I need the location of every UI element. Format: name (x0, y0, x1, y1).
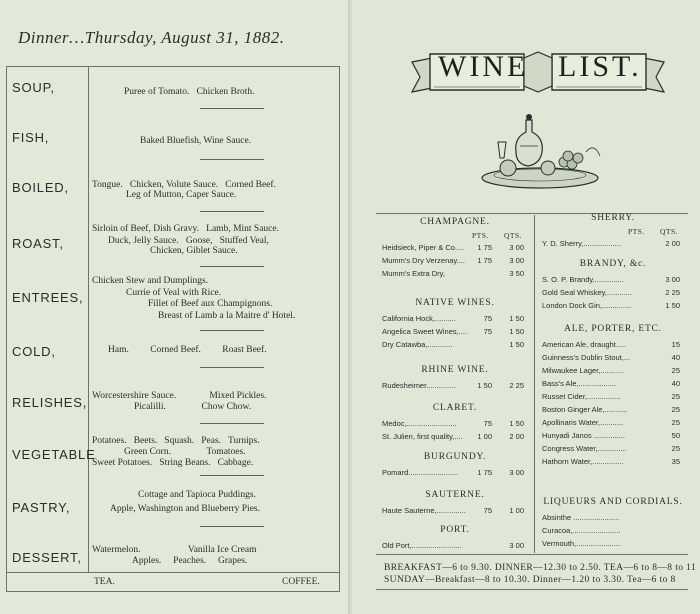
wine-item-quart-price: 3 50 (509, 269, 524, 278)
wine-item-quart-price: 2 25 (665, 288, 680, 297)
wine-item-pint-price: 75 (483, 506, 492, 515)
wine-item-name: Heidsieck, Piper & Co.... (382, 243, 464, 252)
dish-line: Sweet Potatoes. String Beans. Cabbage. (92, 458, 254, 468)
wine-item-pint-price: 75 (483, 419, 492, 428)
wine-item-name: Mumm's Extra Dry, (382, 269, 445, 278)
wine-section-heading: SHERRY. (591, 213, 635, 223)
dish-line: Ham. Corned Beef. Roast Beef. (108, 345, 267, 355)
wine-section-heading: ALE, PORTER, ETC. (564, 324, 662, 334)
course-label: COLD, (12, 344, 56, 359)
dish-line: Breast of Lamb a la Maitre d' Hotel. (158, 311, 296, 321)
dish-line: Apple, Washington and Blueberry Pies. (110, 504, 260, 514)
wine-item-name: Rudesheimer.............. (382, 381, 456, 390)
wine-item-quart-price: 2 00 (665, 239, 680, 248)
wine-item-name: Hunyadi Janos ............... (542, 431, 625, 440)
wine-item-name: California Hock,.......... (382, 314, 456, 323)
wine-item-quart-price: 2 25 (509, 381, 524, 390)
wine-item-quart-price: 1 50 (509, 327, 524, 336)
wine-item-name: American Ale, draught..... (542, 340, 627, 349)
dish-line: Picalilli. Chow Chow. (134, 402, 252, 412)
dish-line: Watermelon. Vanilla Ice Cream (92, 545, 257, 555)
wine-section-heading: BRANDY, &c. (579, 259, 647, 269)
wine-section-heading: LIQUEURS AND CORDIALS. (543, 497, 683, 507)
wine-item-pint-price: 1 75 (477, 256, 492, 265)
wine-item-pint-price: 1 00 (477, 432, 492, 441)
coffee-label: COFFEE. (282, 577, 320, 587)
wine-item-quart-price: 3 00 (509, 468, 524, 477)
wine-item-name: Pomard........................ (382, 468, 459, 477)
course-label: DESSERT, (12, 550, 82, 565)
course-separator (200, 159, 264, 160)
wine-section-heading: SAUTERNE. (425, 490, 485, 500)
wine-section-heading: BURGUNDY. (423, 452, 487, 462)
qts-column-header: QTS. (504, 231, 523, 240)
course-separator (200, 367, 264, 368)
wine-item-quart-price: 2 00 (509, 432, 524, 441)
dish-line: Puree of Tomato. Chicken Broth. (124, 87, 255, 97)
wine-item-quart-price: 25 (671, 444, 680, 453)
dish-line: Cottage and Tapioca Puddings. (138, 490, 256, 500)
course-label: VEGETABLE (12, 447, 96, 462)
wine-item-quart-price: 25 (671, 405, 680, 414)
wine-item-quart-price: 1 50 (509, 419, 524, 428)
dish-line: Fillet of Beef aux Champignons. (148, 299, 273, 309)
wine-item-quart-price: 3 00 (509, 243, 524, 252)
wine-item-pint-price: 75 (483, 314, 492, 323)
wine-item-name: Y. D. Sherry,.................. (542, 239, 621, 248)
hours-sunday: SUNDAY—Breakfast—8 to 10.30. Dinner—1.20 to 3.30. Tea—6 to 8 (384, 575, 676, 585)
wine-section-heading: CHAMPAGNE. (420, 217, 490, 227)
wine-item-quart-price: 1 50 (509, 340, 524, 349)
course-label: RELISHES, (12, 395, 88, 410)
qts-column-header: QTS. (660, 227, 679, 236)
course-label: ENTREES, (12, 290, 84, 305)
wine-section-heading: PORT. (440, 525, 470, 535)
wine-item-name: Boston Ginger Ale,........... (542, 405, 628, 414)
wine-item-name: Old Port,........................ (382, 541, 462, 550)
wine-item-name: Vermouth,..................... (542, 539, 620, 548)
wine-item-name: Haute Sauterne,.............. (382, 506, 466, 515)
wine-item-quart-price: 35 (671, 457, 680, 466)
dish-line: Green Corn. Tomatoes. (124, 447, 246, 457)
course-label: ROAST, (12, 236, 64, 251)
wine-item-name: London Dock Gin,.............. (542, 301, 632, 310)
wine-item-pint-price: 75 (483, 327, 492, 336)
dish-line: Apples. Peaches. Grapes. (132, 556, 248, 566)
wine-title-right: LIST. (558, 50, 642, 83)
dish-line: Tongue. Chicken, Volute Sauce. Corned Beef. (92, 180, 276, 190)
wine-item-quart-price: 25 (671, 366, 680, 375)
wine-item-name: Absinthe ...................... (542, 513, 620, 522)
dish-line: Currie of Veal with Rice. (126, 288, 222, 298)
wine-item-name: Hathorn Water,............... (542, 457, 624, 466)
wine-item-quart-price: 3 00 (509, 541, 524, 550)
wine-item-name: Russet Cider,................ (542, 392, 621, 401)
wine-section-heading: RHINE WINE. (421, 365, 489, 375)
wine-bottom-rule (376, 554, 688, 555)
course-separator (200, 211, 264, 212)
wine-section-heading: CLARET. (432, 403, 478, 413)
wine-item-quart-price: 1 00 (509, 506, 524, 515)
wine-item-name: Bass's Ale,.................. (542, 379, 616, 388)
course-separator (200, 526, 264, 527)
wine-item-quart-price: 25 (671, 392, 680, 401)
course-separator (200, 330, 264, 331)
wine-item-quart-price: 1 50 (665, 301, 680, 310)
dinner-title: Dinner…Thursday, August 31, 1882. (18, 28, 285, 47)
course-label: SOUP, (12, 80, 55, 95)
course-label: PASTRY, (12, 500, 71, 515)
wine-item-name: Mumm's Dry Verzenay.... (382, 256, 465, 265)
wine-item-quart-price: 15 (671, 340, 680, 349)
wine-item-quart-price: 3 00 (665, 275, 680, 284)
wine-item-name: Milwaukee Lager,........... (542, 366, 624, 375)
course-separator (200, 266, 264, 267)
menu-divider (88, 66, 89, 572)
wine-column-divider (534, 215, 535, 553)
course-label: BOILED, (12, 180, 69, 195)
wine-item-name: Curacoa,....................... (542, 526, 621, 535)
hours-bottom-rule (376, 589, 688, 590)
wine-title-left: WINE (438, 50, 529, 83)
wine-item-name: Apollinaris Water,........... (542, 418, 623, 427)
course-separator (200, 108, 264, 109)
dish-line: Leg of Mutton, Caper Sauce. (126, 190, 237, 200)
dish-line: Chicken Stew and Dumplings. (92, 276, 209, 286)
wine-item-quart-price: 1 50 (509, 314, 524, 323)
pts-column-header: PTS. (472, 231, 489, 240)
wine-item-name: Gold Seal Whiskey,............ (542, 288, 632, 297)
hours-weekday: BREAKFAST—6 to 9.30. DINNER—12.30 to 2.50. TEA—6 to 8—8 to 11 (384, 563, 697, 573)
dish-line: Chicken, Giblet Sauce. (150, 246, 238, 256)
wine-item-quart-price: 40 (671, 379, 680, 388)
wine-item-pint-price: 1 50 (477, 381, 492, 390)
wine-item-pint-price: 1 75 (477, 468, 492, 477)
dish-line: Worcestershire Sauce. Mixed Pickles. (92, 391, 267, 401)
wine-item-name: Angelica Sweet Wines,.... (382, 327, 468, 336)
tea-label: TEA. (94, 577, 115, 587)
wine-item-name: Dry Catawba,............ (382, 340, 453, 349)
wine-item-pint-price: 1 75 (477, 243, 492, 252)
wine-item-name: St. Julien, first quality,.... (382, 432, 463, 441)
course-separator (200, 423, 264, 424)
wine-item-quart-price: 3 00 (509, 256, 524, 265)
dish-line: Baked Bluefish, Wine Sauce. (140, 136, 252, 146)
wine-item-name: Medoc,........................ (382, 419, 457, 428)
wine-item-name: S. O. P. Brandy,.............. (542, 275, 624, 284)
dish-line: Duck, Jelly Sauce. Goose, Stuffed Veal, (108, 236, 269, 246)
dish-line: Sirloin of Beef, Dish Gravy. Lamb, Mint Sauce. (92, 224, 279, 234)
dish-line: Potatoes. Beets. Squash. Peas. Turnips. (92, 436, 260, 446)
wine-item-name: Guinness's Dublin Stout,... (542, 353, 631, 362)
wine-section-heading: NATIVE WINES. (415, 298, 495, 308)
course-separator (200, 475, 264, 476)
wine-item-quart-price: 25 (671, 418, 680, 427)
pts-column-header: PTS. (628, 227, 645, 236)
wine-item-quart-price: 40 (671, 353, 680, 362)
wine-item-quart-price: 50 (671, 431, 680, 440)
decanter-fruit-icon (476, 112, 606, 194)
menu-footer-rule (6, 572, 340, 573)
course-label: FISH, (12, 130, 50, 145)
wine-item-name: Congress Water,.............. (542, 444, 627, 453)
